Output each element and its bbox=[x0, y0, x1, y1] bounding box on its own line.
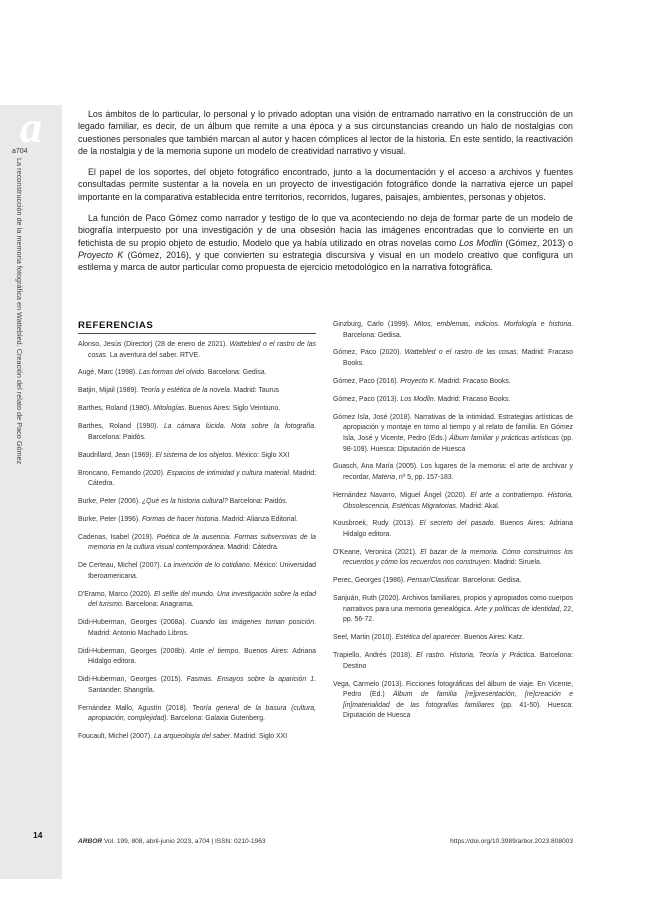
reference-title: El bazar de la memoria. Cómo construimos los recuerdos y cómo los recuerdos nos construyen bbox=[343, 548, 574, 567]
paragraph-2: El papel de los soportes, del objeto fotográfico encontrado, junto a la documentación y el acceso a archivos y fuentes consultadas permite sustentar a la novela en un proyecto de investigación fotográfico donde la narrativa ejerce un papel importante en la comparativa establecida entre territorios, recorridos, lugares, paisajes, ambientes, personas y objetos. bbox=[78, 167, 573, 202]
reference-entry bbox=[78, 515, 316, 526]
reference-title: Mitologías bbox=[153, 405, 185, 413]
reference-entry bbox=[78, 340, 316, 361]
reference-title: Las formas del olvido bbox=[138, 369, 205, 377]
reference-entry bbox=[333, 413, 573, 455]
reference-title: El selfie del mundo. Una investigación sobre la edad del turismo bbox=[88, 590, 316, 609]
reference-entry bbox=[78, 647, 316, 668]
paragraph-1: Los ámbitos de lo particular, lo personal y lo privado adoptan una visión de entramado narrativo en la construcción de un legado familiar, es decir, de un álbum que remite a una época y a sus circunstancias creando un halo de nostalgias con cuestiones personales que también marcan al autor y hacen cómplices al lector de la historia. En este sentido, la reactivación de la nostalgia y de la memoria supone un modelo de creatividad narrativo y visual. bbox=[78, 109, 573, 156]
reference-title: Mitos, emblemas, indicios. Morfología e historia bbox=[414, 321, 572, 328]
paragraph-3-part: La función de Paco Gómez como narrador y testigo de lo que va aconteciendo no deja de formar parte de un modelo de biografía interpuesto por una investigación y de una obsesión hacia las imágenes encontradas que lo convierte en un fetichista de su propio objeto de estudio. Modelo que ya había utilizado en otras novelas como bbox=[78, 213, 573, 248]
reference-entry bbox=[333, 462, 573, 483]
journal-name: ARBOR bbox=[78, 838, 103, 845]
reference-text: Trapiello, Andrés (2018). bbox=[333, 652, 417, 660]
reference-entry bbox=[78, 422, 316, 443]
reference-text: Didi-Huberman, Georges (2008b). bbox=[78, 647, 191, 655]
reference-text: Burke, Peter (1996). bbox=[78, 515, 142, 523]
reference-title: El secreto del pasado bbox=[419, 520, 494, 528]
reference-text: Augé, Marc (1998). bbox=[78, 369, 139, 377]
reference-entry bbox=[333, 348, 573, 369]
reference-text: Foucault, Michel (2007). bbox=[78, 733, 154, 741]
reference-title: La invención de lo cotidiano bbox=[163, 562, 250, 570]
reference-text: Didi-Huberman, Georges (2015). bbox=[78, 676, 187, 684]
reference-text: . México: Universidad Iberoamericana. bbox=[88, 562, 317, 580]
reference-text: . Madrid: Alianza Editorial. bbox=[218, 515, 298, 523]
reference-text: . Barcelona: Gedisa. bbox=[343, 321, 573, 339]
reference-title: Pensar/Clasificar bbox=[406, 577, 460, 585]
reference-text: . Barcelona: Paidós. bbox=[88, 423, 316, 441]
reference-entry bbox=[78, 732, 316, 743]
reference-entry bbox=[333, 651, 573, 672]
references-column-1 bbox=[78, 320, 316, 750]
reference-title: El arte a contratiempo. Historia, Obsolescencia, Estéticas Migratorias bbox=[343, 491, 573, 510]
reference-text: Baudrillard, Jean (1969). bbox=[78, 451, 156, 459]
reference-text: Kousbroek, Rudy (2013). bbox=[333, 520, 420, 528]
reference-text: Seel, Martin (2010). bbox=[333, 634, 396, 642]
reference-entry bbox=[333, 576, 573, 587]
reference-title: Cuando las imágenes toman posición bbox=[190, 619, 315, 627]
journal-logo: a bbox=[20, 103, 42, 152]
reference-title: ¿Qué es la historia cultural? bbox=[141, 498, 228, 506]
reference-text: Cadenas, Isabel (2019). bbox=[78, 533, 157, 541]
reference-text: Gómez, Paco (2020). bbox=[333, 349, 405, 357]
body-text bbox=[78, 108, 573, 283]
reference-title: El sistema de los objetos bbox=[155, 451, 232, 459]
reference-entry bbox=[78, 386, 316, 397]
doi-link[interactable]: https://doi.org/10.3989/arbor.2023.808003 bbox=[450, 838, 573, 845]
reference-entry bbox=[78, 704, 316, 725]
reference-text: . Buenos Aires: Siglo Veintiuno. bbox=[184, 405, 281, 413]
reference-title: Fasmas. Ensayos sobre la aparición 1 bbox=[186, 676, 315, 684]
reference-title: Álbum familiar y prácticas artísticas bbox=[449, 434, 559, 442]
paragraph-3-title: Proyecto K bbox=[78, 249, 124, 260]
reference-text: Didi-Huberman, Georges (2008a). bbox=[78, 619, 191, 627]
reference-text: Batjin, Mijail (1989). bbox=[78, 387, 141, 395]
reference-text: Gómez, Paco (2016). bbox=[333, 377, 401, 385]
reference-title: El rastro. Historia, Teoría y Práctica bbox=[416, 652, 535, 660]
reference-entry bbox=[78, 469, 316, 490]
paragraph-3-part: (Gómez, 2016), y que convierten su estrategia discursiva y visual en un modelo creativo que configura un estilema y marca de autor particular como propuesta de ejercicio metodológico en la narrativa fotográfica. bbox=[78, 249, 573, 273]
references-heading: REFERENCIAS bbox=[78, 320, 316, 334]
reference-text: . Madrid: Fracaso Books. bbox=[433, 395, 511, 403]
reference-text: . Madrid: Taurus bbox=[229, 387, 280, 395]
references-column-2 bbox=[333, 320, 573, 729]
reference-entry bbox=[333, 320, 573, 341]
article-id: a704 bbox=[12, 148, 28, 155]
reference-text: Barthes, Roland (1990). bbox=[78, 423, 164, 431]
reference-text: D'Eramo, Marco (2020). bbox=[78, 590, 154, 598]
reference-text: Barcelona: Paidós. bbox=[227, 498, 288, 506]
reference-text: . Barcelona: Galaxia Gutenberg. bbox=[166, 715, 265, 723]
reference-title: Teoría general de la basura (cultura, apropiación, complejidad) bbox=[88, 704, 316, 723]
reference-text: Sanjuán, Ruth (2020). Archivos familiares, propios y apropiados como cuerpos narrativos para una memoria genealógica. bbox=[333, 595, 573, 613]
reference-title: Wattebled o el rastro de las cosas bbox=[88, 341, 316, 359]
reference-title: Álbum de familia [re]presentación, [re]creación e [in]materialidad de las fotografías familiares bbox=[343, 691, 573, 709]
reference-text: Guasch, Ana María (2005). Los lugares de la memoria: el arte de archivar y recordar, bbox=[333, 463, 573, 482]
reference-entry bbox=[78, 618, 316, 639]
reference-text: O'Keane, Veronica (2021). bbox=[333, 548, 421, 556]
reference-text: . Madrid: Akal. bbox=[455, 502, 500, 510]
reference-text: (pp. 41-50). Huesca: Diputación de Huesca bbox=[343, 701, 574, 720]
reference-title: Los Modlin bbox=[400, 395, 434, 403]
reference-text: . Madrid: Antonio Machado Libros. bbox=[88, 619, 316, 637]
reference-title: Teoría y estética de la novela bbox=[140, 387, 230, 395]
reference-text: Vega, Carmelo (2013). Ficciones fotográficas del álbum de viaje. En Vicente, Pedro (Ed.) bbox=[333, 680, 573, 699]
paragraph-3-part: (Gómez, 2013) o bbox=[502, 237, 574, 248]
reference-text: Hernández Navarro, Miguel Ángel (2020). bbox=[333, 491, 471, 499]
reference-title: Estética del aparecer bbox=[395, 634, 461, 642]
page-number-box bbox=[0, 826, 50, 844]
paragraph-3 bbox=[78, 212, 573, 273]
reference-text: . Madrid: Fracaso Books. bbox=[434, 377, 511, 385]
footer-citation bbox=[78, 838, 266, 845]
reference-entry bbox=[333, 377, 573, 388]
references-list-2 bbox=[333, 320, 573, 722]
reference-entry bbox=[333, 680, 573, 722]
running-title: La reconstrucción de la memoria fotográfica en Wattebled. Creación del relato de Paco Gómez bbox=[15, 158, 24, 465]
reference-text: Fernández Mallo, Agustín (2018). bbox=[78, 704, 193, 712]
reference-entry bbox=[333, 519, 573, 540]
reference-title: Arte y políticas de identidad bbox=[474, 605, 560, 613]
issue-details: Vol. 199, 808, abril-junio 2023, a704 | ISSN: 0210-1963 bbox=[102, 838, 266, 845]
reference-text: (pp. 98-109). Huesca: Diputación de Huesca bbox=[343, 434, 573, 453]
reference-entry bbox=[78, 451, 316, 462]
reference-text: Perec, Georges (1986). bbox=[333, 577, 407, 585]
reference-entry bbox=[78, 675, 316, 696]
reference-text: . Santander: Shangrila. bbox=[88, 676, 316, 694]
reference-entry bbox=[78, 561, 316, 582]
reference-entry bbox=[333, 548, 573, 569]
reference-text: . Buenos Aires: Adriana Hidalgo editora. bbox=[88, 647, 316, 666]
running-title-container bbox=[15, 158, 35, 858]
reference-title: Espacios de intimidad y cultura material bbox=[166, 469, 290, 477]
reference-title: Wattebled o el rastro de las cosas bbox=[404, 349, 517, 357]
reference-title: Formas de hacer historia bbox=[141, 515, 219, 523]
reference-text: Alonso, Jesús (Director) (28 de enero de 2021). bbox=[78, 341, 230, 348]
reference-entry bbox=[333, 395, 573, 406]
reference-title: Proyecto K bbox=[400, 377, 435, 385]
reference-text: . Barcelona: Gedisa. bbox=[204, 369, 267, 377]
reference-text: . Buenos Aires: Katz. bbox=[460, 634, 525, 642]
reference-entry bbox=[333, 594, 573, 626]
reference-entry bbox=[78, 497, 316, 508]
reference-text: . La aventura del saber. RTVE. bbox=[106, 351, 201, 359]
reference-text: . Madrid: Fracaso Books. bbox=[343, 349, 573, 368]
page-number: 14 bbox=[33, 830, 43, 840]
reference-text: Broncano, Fernando (2020). bbox=[78, 469, 167, 477]
reference-text: , nº 5, pp. 157-183. bbox=[395, 474, 454, 482]
reference-text: . México: Siglo XXI bbox=[231, 451, 290, 459]
reference-entry bbox=[78, 404, 316, 415]
reference-text: . Madrid: Siruela. bbox=[489, 559, 542, 567]
reference-text: . Madrid: Cátedra. bbox=[223, 544, 279, 552]
reference-title: Ante el tiempo bbox=[190, 647, 239, 655]
reference-text: Gómez Isla, José (2018). Narrativas de la intimidad. Estrategias artísticas de apropiación y montaje en torno al tiempo y al relato de familia. En Gómez Isla, José y Vicente, Pedro (Eds.) bbox=[333, 413, 573, 442]
reference-text: Burke, Peter (2006). bbox=[78, 498, 142, 506]
reference-text: . Madrid: Siglo XXI bbox=[230, 733, 288, 741]
reference-entry bbox=[78, 590, 316, 611]
reference-title: La arqueología del saber bbox=[153, 733, 231, 741]
reference-text: . Madrid: Cátedra. bbox=[88, 469, 316, 488]
references-list-1 bbox=[78, 340, 316, 743]
reference-entry bbox=[333, 491, 573, 512]
reference-text: De Certeau, Michel (2007). bbox=[78, 562, 164, 570]
reference-entry bbox=[333, 633, 573, 644]
reference-text: . Buenos Aires: Adriana Hidalgo editora. bbox=[343, 520, 573, 538]
reference-text: . Barcelona: Anagrama. bbox=[121, 601, 194, 609]
reference-text: . Barcelona: Destino bbox=[343, 652, 573, 670]
reference-text: , 22, pp. 56-72. bbox=[343, 605, 574, 624]
reference-text: Gómez, Paco (2013). bbox=[333, 395, 401, 403]
reference-text: Barthes, Roland (1980). bbox=[78, 405, 154, 413]
reference-title: La cámara lúcida. Nota sobre la fotografía bbox=[163, 423, 315, 431]
reference-entry bbox=[78, 368, 316, 379]
reference-text: Ginzburg, Carlo (1999). bbox=[333, 321, 415, 328]
reference-title: Poética de la ausencia. Formas subversivas de la memoria en la cultura visual contemporánea bbox=[88, 533, 316, 552]
paragraph-3-title: Los Modlin bbox=[459, 237, 503, 248]
reference-title: Materia bbox=[372, 474, 396, 482]
reference-text: . Barcelona: Gedisa. bbox=[459, 577, 522, 585]
reference-entry bbox=[78, 533, 316, 554]
